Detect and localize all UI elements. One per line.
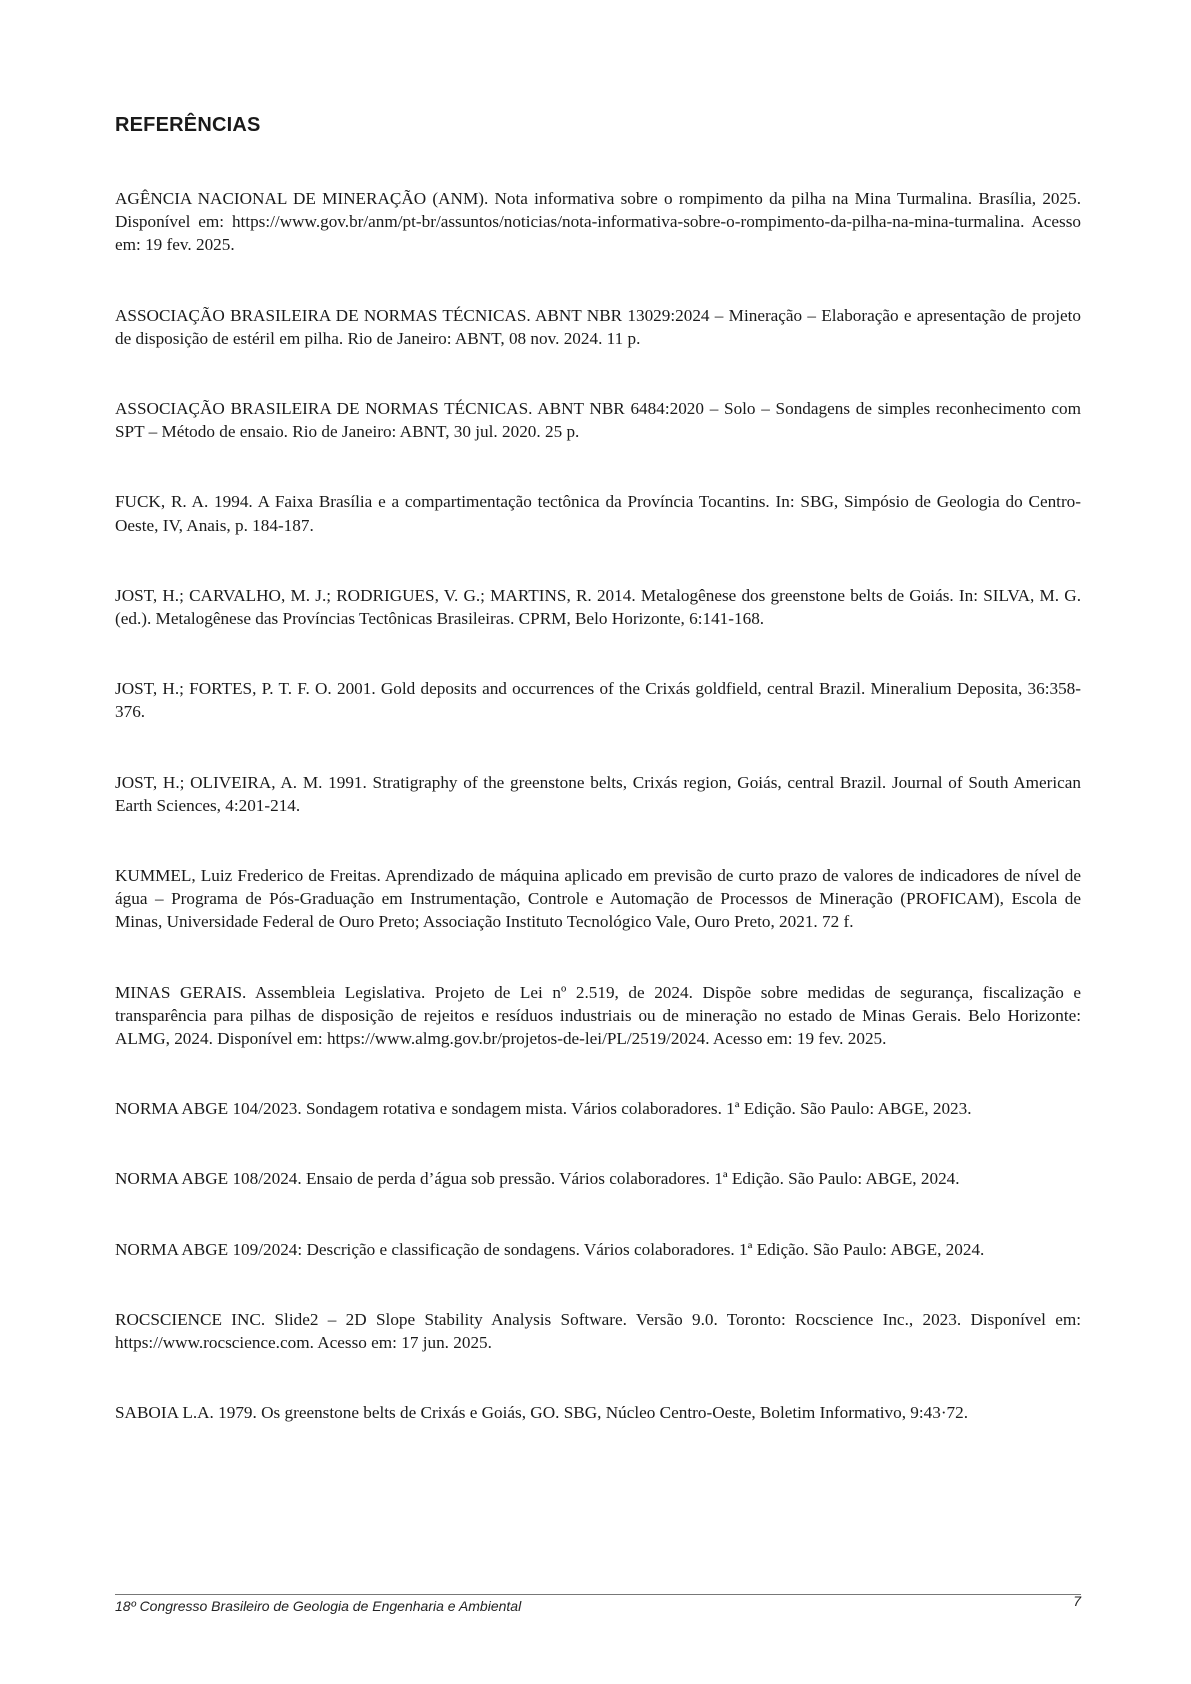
reference-list: [115, 187, 1081, 1471]
reference-item: NORMA ABGE 108/2024. Ensaio de perda d’água sob pressão. Vários colaboradores. 1ª Edição. São Paulo: ABGE, 2024.: [115, 1169, 960, 1189]
reference-item: NORMA ABGE 104/2023. Sondagem rotativa e sondagem mista. Vários colaboradores. 1ª Edição. São Paulo: ABGE, 2023.: [115, 1099, 972, 1119]
reference-item: ASSOCIAÇÃO BRASILEIRA DE NORMAS TÉCNICAS. ABNT NBR 6484:2020 – Solo – Sondagens de simples reconhecimento com SPT – Método de ensaio. Rio de Janeiro: ABNT, 30 jul. 2020. 25 p.: [115, 399, 1081, 442]
document-page: [115, 0, 1081, 1684]
reference-item: JOST, H.; OLIVEIRA, A. M. 1991. Stratigraphy of the greenstone belts, Crixás region, Goiás, central Brazil. Journal of South American Earth Sciences, 4:201-214.: [115, 772, 1081, 815]
section-heading: REFERÊNCIAS: [115, 114, 261, 136]
reference-item: AGÊNCIA NACIONAL DE MINERAÇÃO (ANM). Nota informativa sobre o rompimento da pilha na Mina Turmalina. Brasília, 2025. Disponível em: https://www.gov.br/anm/pt-br/assuntos/noticias/nota-informativa-sobre-o-rompimento-da-pilha-na-mina-turmalina. Acesso em: 19 fev. 2025.: [115, 189, 1081, 255]
reference-item: KUMMEL, Luiz Frederico de Freitas. Aprendizado de máquina aplicado em previsão de curto prazo de valores de indicadores de nível de água – Programa de Pós-Graduação em Instrumentação, Controle e Automação de Processos de Mineração (PROFICAM), Escola de Minas, Universidade Federal de Ouro Preto; Associação Instituto Tecnológico Vale, Ouro Preto, 2021. 72 f.: [115, 866, 1081, 932]
footer-conference-name: 18º Congresso Brasileiro de Geologia de Engenharia e Ambiental: [115, 1598, 522, 1614]
reference-item: ASSOCIAÇÃO BRASILEIRA DE NORMAS TÉCNICAS. ABNT NBR 13029:2024 – Mineração – Elaboração e apresentação de projeto de disposição de estéril em pilha. Rio de Janeiro: ABNT, 08 nov. 2024. 11 p.: [115, 305, 1081, 348]
reference-item: ROCSCIENCE INC. Slide2 – 2D Slope Stability Analysis Software. Versão 9.0. Toronto: Rocscience Inc., 2023. Disponível em: https://www.rocscience.com. Acesso em: 17 jun. 2025.: [115, 1309, 1081, 1353]
reference-item: SABOIA L.A. 1979. Os greenstone belts de Crixás e Goiás, GO. SBG, Núcleo Centro-Oeste, Boletim Informativo, 9:43·72.: [115, 1403, 969, 1423]
reference-item: MINAS GERAIS. Assembleia Legislativa. Projeto de Lei nº 2.519, de 2024. Dispõe sobre medidas de segurança, fiscalização e transparência para pilhas de disposição de rejeitos e resíduos industriais ou de mineração no estado de Minas Gerais. Belo Horizonte: ALMG, 2024. Disponível em: https://www.almg.gov.br/projetos-de-lei/PL/2519/2024. Acesso em: 19 fev. 2025.: [115, 982, 1081, 1049]
reference-item: JOST, H.; CARVALHO, M. J.; RODRIGUES, V. G.; MARTINS, R. 2014. Metalogênese dos greenstone belts de Goiás. In: SILVA, M. G. (ed.). Metalogênese das Províncias Tectônicas Brasileiras. CPRM, Belo Horizonte, 6:141-168.: [115, 585, 1081, 629]
page-number: 7: [1073, 1593, 1081, 1609]
reference-item: JOST, H.; FORTES, P. T. F. O. 2001. Gold deposits and occurrences of the Crixás goldfield, central Brazil. Mineralium Deposita, 36:358-376.: [115, 679, 1081, 722]
reference-item: NORMA ABGE 109/2024: Descrição e classificação de sondagens. Vários colaboradores. 1ª Edição. São Paulo: ABGE, 2024.: [115, 1239, 985, 1259]
reference-item: FUCK, R. A. 1994. A Faixa Brasília e a compartimentação tectônica da Província Tocantins. In: SBG, Simpósio de Geologia do Centro-Oeste, IV, Anais, p. 184-187.: [115, 492, 1081, 535]
footer-divider: [115, 1594, 1081, 1595]
